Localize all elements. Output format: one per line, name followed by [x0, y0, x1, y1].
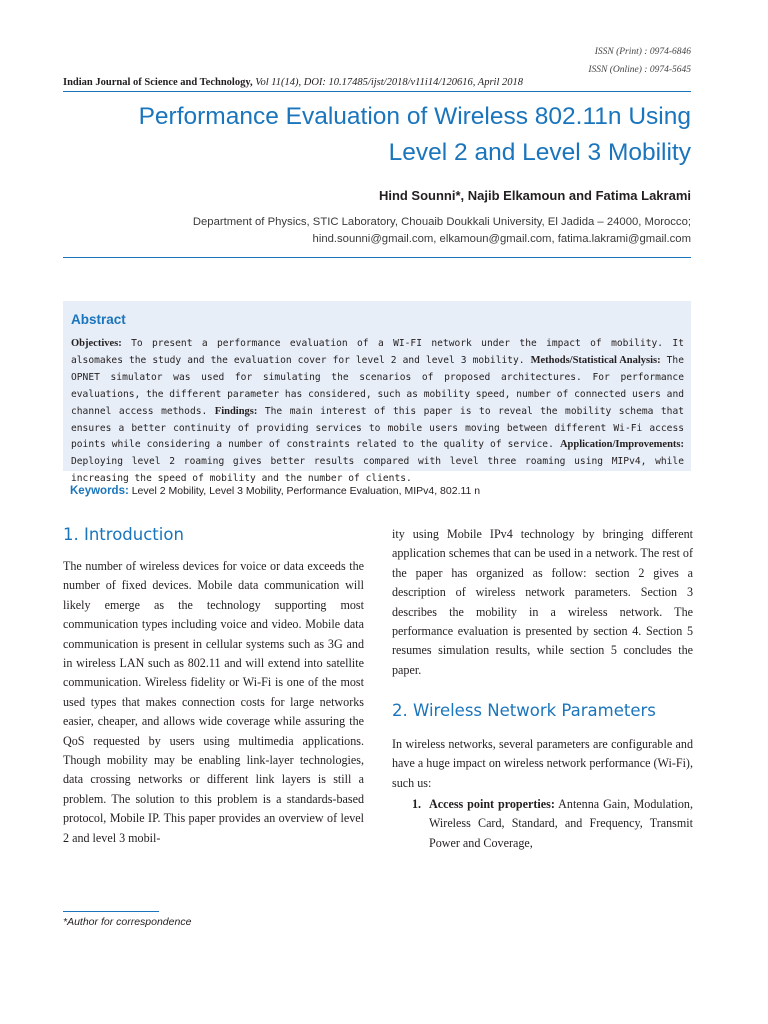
journal-citation [63, 77, 523, 88]
list-item [412, 795, 693, 853]
abstract-box [63, 301, 691, 485]
list-item-number: 1. [412, 797, 422, 811]
issn-print: ISSN (Print) : 0974-6846 [594, 47, 691, 57]
abstract-body [71, 336, 684, 488]
methods-text: The OPNET simulator was used for simulating the scenarios of proposed architectures. For performance evaluations, the different parameter has considered, such as mobility speed, number of connected users and channel access methods. [71, 354, 684, 417]
title-line-2: Level 2 and Level 3 Mobility [388, 139, 691, 166]
authors: Hind Sounni*, Najib Elkamoun and Fatima Lakrami [378, 188, 691, 203]
list-item-content [412, 795, 693, 853]
application-label: Application/Improvements: [559, 439, 684, 451]
section-1-heading: 1. Introduction [63, 525, 184, 544]
header-rule [63, 91, 691, 92]
affiliation-line-1: Department of Physics, STIC Laboratory, Chouaib Doukkali University, El Jadida – 24000, Morocco; [192, 216, 691, 228]
keywords-text: Level 2 Mobility, Level 3 Mobility, Performance Evaluation, MIPv4, 802.11 n [128, 485, 481, 497]
footnote-rule [63, 911, 159, 912]
objectives-label: Objectives: [71, 338, 122, 349]
list-item-text: Antenna Gain, Modulation, Wireless Card, Standard, and Frequency, Transmit Power and Coverage, [429, 797, 693, 850]
title-line-1: Performance Evaluation of Wireless 802.11n Using [138, 103, 691, 130]
section-2-body: In wireless networks, several parameters are configurable and have a huge impact on wireless network performance (Wi-Fi), such us: [392, 737, 693, 790]
methods-label: Methods/Statistical Analysis: [530, 354, 661, 366]
section-2-heading: 2. Wireless Network Parameters [392, 701, 656, 720]
intro-body-right: ity using Mobile IPv4 technology by bringing different application schemes that can be used in a network. The rest of the paper has organized as follow: section 2 gives a description of wireless network parameters. Section 3 describes the mobility in a wireless network. The performance evaluation is presented by section 4. Section 5 resumes simulation results, while section 5 concludes the paper. [392, 527, 693, 677]
findings-label: Findings: [214, 405, 258, 417]
application-text: Deploying level 2 roaming gives better results compared with level three roaming using MIPv4, while increasing the speed of mobility and the number of clients. [71, 456, 684, 485]
abstract-heading: Abstract [71, 312, 126, 327]
journal-details: Vol 11(14), DOI: 10.17485/ijst/2018/v11i14/120616, April 2018 [252, 77, 524, 88]
issn-online: ISSN (Online) : 0974-5645 [588, 65, 691, 75]
affiliation-emails: hind.sounni@gmail.com, elkamoun@gmail.com, fatima.lakrami@gmail.com [312, 233, 691, 245]
paper-title [51, 99, 691, 171]
list-item-label: Access point properties: [429, 797, 555, 811]
affiliation-rule [63, 257, 691, 258]
objectives-text: To present a performance evaluation of a WI-FI network under the impact of mobility. It alsomakes the study and the evaluation cover for level 2 and level 3 mobility. [71, 338, 684, 366]
intro-body-left: The number of wireless devices for voice or data exceeds the number of fixed devices. Mobile data communication will likely emerge as the technology supporting most communication types including voice and video. Mobile data communication is present in cellular systems such as 3G and in wireless LAN such as 802.11 and will extend into satellite communication. Wireless fidelity or Wi-Fi is one of the most used types that makes connection costs for large networks easier, cheaper, and allows wide coverage while assuring the QoS requested by users using multimedia applications. Though mobility may be enabling link-layer technologies, data crossing networks or different link layers is still a problem. The solution to this problem is a standards-based protocol, Mobile IP. This paper provides an overview of level 2 and level 3 mobil- [63, 559, 364, 845]
footnote: *Author for correspondence [63, 916, 192, 928]
journal-name: Indian Journal of Science and Technology, [63, 77, 253, 88]
affiliation [91, 214, 691, 248]
findings-text: The main interest of this paper is to reveal the mobility schema that ensures a better continuity of providing services to mobile users moving between different Wi-Fi access points while considering a number of constraints related to the quality of service. [71, 405, 684, 451]
keywords-label: Keywords: [70, 485, 129, 497]
keywords [70, 485, 480, 497]
